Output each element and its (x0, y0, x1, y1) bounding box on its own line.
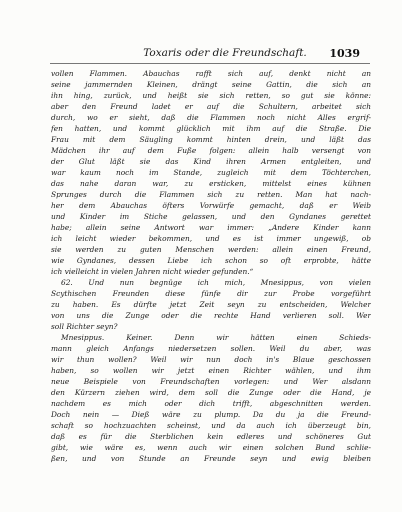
text-line: durch, wo er sieht, daß die Flammen noch nicht Alles ergrif- (51, 113, 371, 122)
text-line: war kaum noch im Stande, zugleich mit dem Töchterchen, (51, 168, 371, 177)
text-line: Doch nein — Dieß wäre zu plump. Da du ja die Freund- (51, 410, 371, 419)
text-line: sie werden zu guten Menschen werden: allein einen Freund, (51, 245, 371, 254)
text-line: Scythischen Freunden diese fünfe dir zur Probe vorgeführt (51, 289, 371, 298)
text-line: das nahe daran war, zu ersticken, mittelst eines kühnen (51, 179, 371, 188)
text-line: Mädchen ihr auf dem Fuße folgen: allein halb versengt von (51, 146, 371, 155)
running-title: Toxaris oder die Freundschaft. (143, 47, 307, 59)
text-line: ich vielleicht in vielen Jahren nicht wieder gefunden.“ (51, 267, 254, 276)
text-line: Frau mit dem Säugling kommt hinten drein, und läßt das (51, 135, 371, 144)
text-line: ich leicht wieder bekommen, und es ist immer ungewiß, ob (51, 234, 371, 243)
text-line: ihn hing, zurück, und heißt sie sich retten, so gut sie könne: (51, 91, 371, 100)
text-line: gibt, wie wäre es, wenn auch wir einen solchen Bund schlie- (51, 443, 371, 452)
text-line: wie Gyndanes, dessen Liebe ich schon so oft erprobte, hätte (51, 256, 371, 265)
body-text (51, 68, 371, 464)
text-line: mann gleich Anfangs niedersetzen sollen. Weil du aber, was (51, 344, 371, 353)
text-line: Mnesippus. Keiner. Denn wir hätten einen Schieds- (61, 333, 371, 342)
text-line: und Kinder im Stiche gelassen, und den Gyndanes gerettet (51, 212, 371, 221)
text-line: haben, so wollen wir jetzt einen Richter wählen, und ihm (51, 366, 371, 375)
header-rule (50, 63, 370, 64)
text-line: von uns die Zunge oder die rechte Hand verlieren soll. Wer (51, 311, 371, 320)
text-line: vollen Flammen. Abauchas rafft sich auf, denkt nicht an (51, 69, 371, 78)
text-line: der Glut läßt sie das Kind ihren Armen entgleiten, und (51, 157, 371, 166)
text-line: schaft so hochzuachten scheinst, und da auch ich überzeugt bin, (51, 421, 371, 430)
text-line: ßen, und von Stunde an Freunde seyn und ewig bleiben (51, 454, 371, 463)
page-number: 1039 (329, 47, 360, 60)
text-line: Sprunges durch die Flammen sich zu retten. Man hat nach- (51, 190, 371, 199)
text-line: neue Beispiele von Freundschaften vorlegen: und Wer alsdann (51, 377, 371, 386)
text-line: her dem Abauchas öfters Vorwürfe gemacht, daß er Weib (51, 201, 371, 210)
text-line: nachdem es mich oder dich trifft, abgeschnitten werden. (51, 399, 371, 408)
text-line: den Kürzern ziehen wird, dem soll die Zunge oder die Hand, je (51, 388, 371, 397)
text-line: seine jammernden Kleinen, drängt seine Gattin, die sich an (51, 80, 371, 89)
text-line: wir thun wollen? Weil wir nun doch in's Blaue geschossen (51, 355, 371, 364)
text-line: zu haben. Es dürfte jetzt Zeit seyn zu entscheiden, Welcher (51, 300, 371, 309)
text-line: fen hatten, und kommt glücklich mit ihm auf die Straße. Die (51, 124, 371, 133)
text-line: 62. Und nun begnüge ich mich, Mnesippus, von vielen (61, 278, 371, 287)
text-line: daß es für die Sterblichen kein edleres und schöneres Gut (51, 432, 371, 441)
text-line: habe; allein seine Antwort war immer: „Andere Kinder kann (51, 223, 371, 232)
text-line: soll Richter seyn? (51, 322, 118, 331)
text-line: aber den Freund ladet er auf die Schultern, arbeitet sich (51, 102, 371, 111)
